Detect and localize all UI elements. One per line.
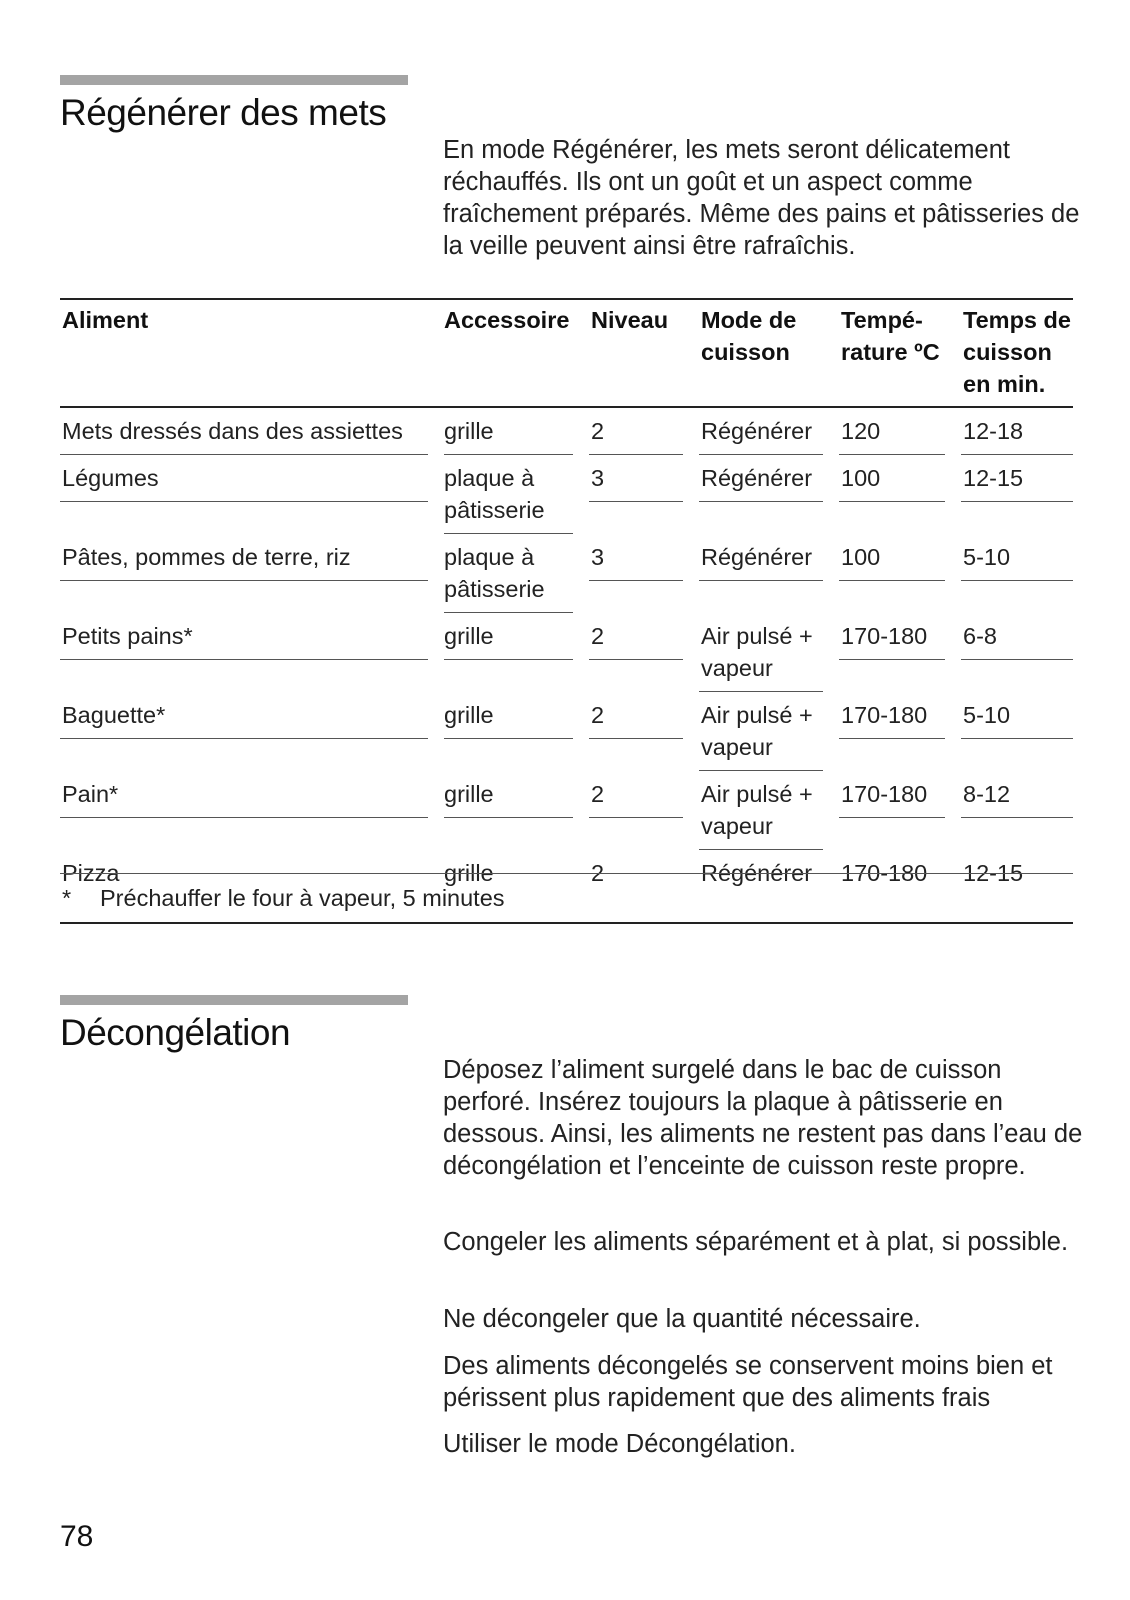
cell-accessoire: grille xyxy=(444,692,589,771)
cell-aliment: Légumes xyxy=(60,455,444,534)
header-accessoire: Accessoire xyxy=(444,298,589,408)
cell-temps: 8-12 xyxy=(961,771,1073,850)
cell-temperature: 170-180 xyxy=(839,771,961,850)
cell-temps: 5-10 xyxy=(961,692,1073,771)
footnote-mark: * xyxy=(62,885,72,911)
cell-temperature: 100 xyxy=(839,455,961,534)
cell-aliment: Pâtes, pommes de terre, riz xyxy=(60,534,444,613)
cell-aliment: Mets dressés dans des assiettes xyxy=(60,408,444,455)
cell-temps: 6-8 xyxy=(961,613,1073,692)
cell-temps: 12-15 xyxy=(963,860,1024,886)
table-row xyxy=(60,534,1073,613)
header-mode: Mode de cuisson xyxy=(699,298,839,408)
body-paragraph: Ne décongeler que la quantité nécessaire. xyxy=(443,1305,921,1333)
cell-aliment: Petits pains* xyxy=(60,613,444,692)
cell-temperature: 170-180 xyxy=(841,860,928,886)
cell-accessoire: grille xyxy=(444,860,494,886)
footnote-text: Préchauffer le four à vapeur, 5 minutes xyxy=(100,885,505,911)
cell-niveau: 2 xyxy=(589,613,699,692)
header-temps: Temps de cuisson en min. xyxy=(961,298,1073,408)
page-number: 78 xyxy=(60,1520,94,1553)
table-row xyxy=(60,692,1073,771)
cell-accessoire: plaque à pâtisserie xyxy=(444,455,589,534)
cell-accessoire: grille xyxy=(444,771,589,850)
cell-aliment: Baguette* xyxy=(60,692,444,771)
cell-temperature: 170-180 xyxy=(839,613,961,692)
cell-aliment: Pizza xyxy=(62,860,120,886)
cell-niveau: 2 xyxy=(591,860,605,886)
cell-mode: Air pulsé + vapeur xyxy=(699,613,839,692)
cell-temperature: 170-180 xyxy=(839,692,961,771)
cell-niveau: 3 xyxy=(589,534,699,613)
header-niveau: Niveau xyxy=(589,298,699,408)
cell-temperature: 120 xyxy=(839,408,961,455)
cell-mode: Régénérer xyxy=(701,860,813,886)
table-row xyxy=(60,771,1073,850)
cell-niveau: 2 xyxy=(589,771,699,850)
header-temperature: Tempé- rature ºC xyxy=(839,298,961,408)
table-footnote xyxy=(60,873,1073,924)
cell-niveau: 3 xyxy=(589,455,699,534)
body-paragraph: Des aliments décongelés se conservent moins bien et périssent plus rapidement que des aliments frais xyxy=(443,1352,1053,1412)
cell-temps: 12-15 xyxy=(961,455,1073,534)
cell-mode: Air pulsé + vapeur xyxy=(699,692,839,771)
table-row xyxy=(60,408,1073,455)
cell-temps: 5-10 xyxy=(961,534,1073,613)
body-paragraph: Congeler les aliments séparément et à plat, si possible. xyxy=(443,1228,1069,1256)
cell-accessoire: grille xyxy=(444,613,589,692)
regeneration-table xyxy=(60,298,1073,896)
cell-accessoire: plaque à pâtisserie xyxy=(444,534,589,613)
cell-niveau: 2 xyxy=(589,692,699,771)
cell-accessoire: grille xyxy=(444,408,589,455)
cell-temps: 12-18 xyxy=(961,408,1073,455)
section-title: Régénérer des mets xyxy=(60,92,387,133)
cell-mode: Air pulsé + vapeur xyxy=(699,771,839,850)
table-row xyxy=(60,455,1073,534)
cell-temperature: 100 xyxy=(839,534,961,613)
cell-niveau: 2 xyxy=(589,408,699,455)
cell-mode: Régénérer xyxy=(699,534,839,613)
section-title: Décongélation xyxy=(60,1012,291,1053)
intro-paragraph: En mode Régénérer, les mets seront délicatement réchauffés. Ils ont un goût et un aspect comme fraîchement préparés. Même des pains et pâtisseries de la veille peuvent ainsi être rafraîchis. xyxy=(443,136,1080,260)
section-rule xyxy=(60,75,408,85)
cell-mode: Régénérer xyxy=(699,455,839,534)
section-rule xyxy=(60,995,408,1005)
header-aliment: Aliment xyxy=(60,298,444,408)
cell-aliment: Pain* xyxy=(60,771,444,850)
body-paragraph: Utiliser le mode Décongélation. xyxy=(443,1430,796,1458)
body-paragraph: Déposez l’aliment surgelé dans le bac de cuisson perforé. Insérez toujours la plaque à pâtisserie en dessous. Ainsi, les aliments ne restent pas dans l’eau de décongélation et l’enceinte de cuisson reste propre. xyxy=(443,1056,1083,1180)
table-header-row xyxy=(60,298,1073,408)
cell-mode: Régénérer xyxy=(699,408,839,455)
table-row xyxy=(60,613,1073,692)
